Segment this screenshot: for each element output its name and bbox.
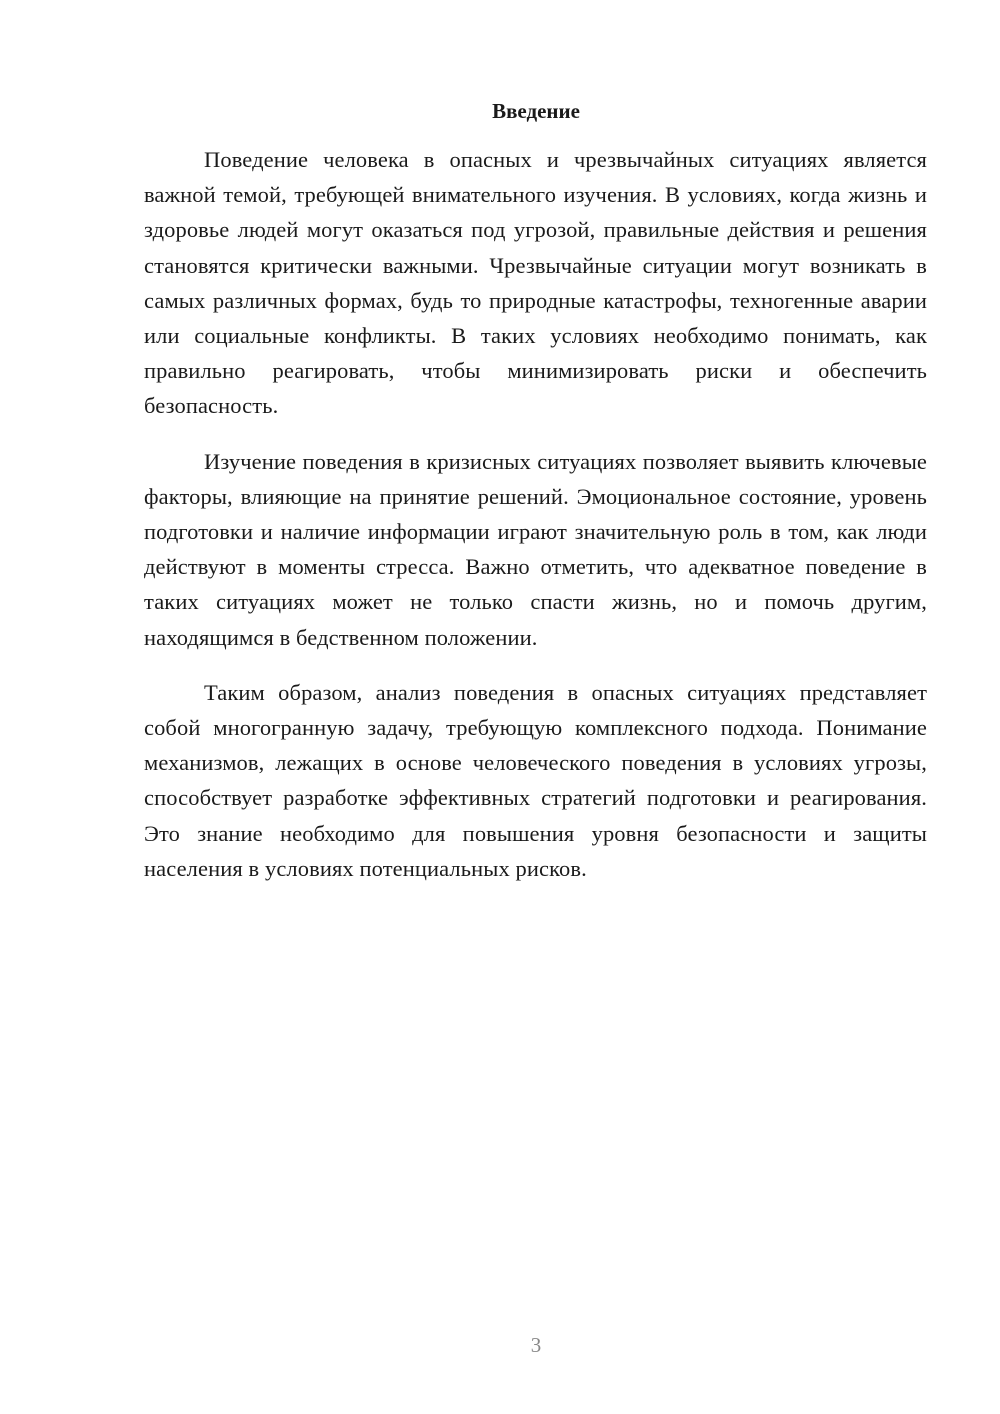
body-text	[144, 142, 927, 906]
paragraph-1: Поведение человека в опасных и чрезвычайных ситуациях является важной темой, требующей внимательного изучения. В условиях, когда жизнь и здоровье людей могут оказаться под угрозой, правильные действия и решения становятся критически важными. Чрезвычайные ситуации могут возникать в самых различных формах, будь то природные катастрофы, техногенные аварии или социальные конфликты. В таких условиях необходимо понимать, как правильно реагировать, чтобы минимизировать риски и обеспечить безопасность.	[144, 147, 927, 419]
page-number: 3	[530, 1333, 542, 1357]
paragraph-3: Таким образом, анализ поведения в опасных ситуациях представляет собой многогранную задачу, требующую комплексного подхода. Понимание механизмов, лежащих в основе человеческого поведения в условиях угрозы, способствует разработке эффективных стратегий подготовки и реагирования. Это знание необходимо для повышения уровня безопасности и защиты населения в условиях потенциальных рисков.	[144, 679, 927, 881]
section-title: Введение	[492, 99, 580, 123]
paragraph-2: Изучение поведения в кризисных ситуациях позволяет выявить ключевые факторы, влияющие на принятие решений. Эмоциональное состояние, уровень подготовки и наличие информации играют значительную роль в том, как люди действуют в моменты стресса. Важно отметить, что адекватное поведение в таких ситуациях может не только спасти жизнь, но и помочь другим, находящимся в бедственном положении.	[144, 448, 927, 650]
